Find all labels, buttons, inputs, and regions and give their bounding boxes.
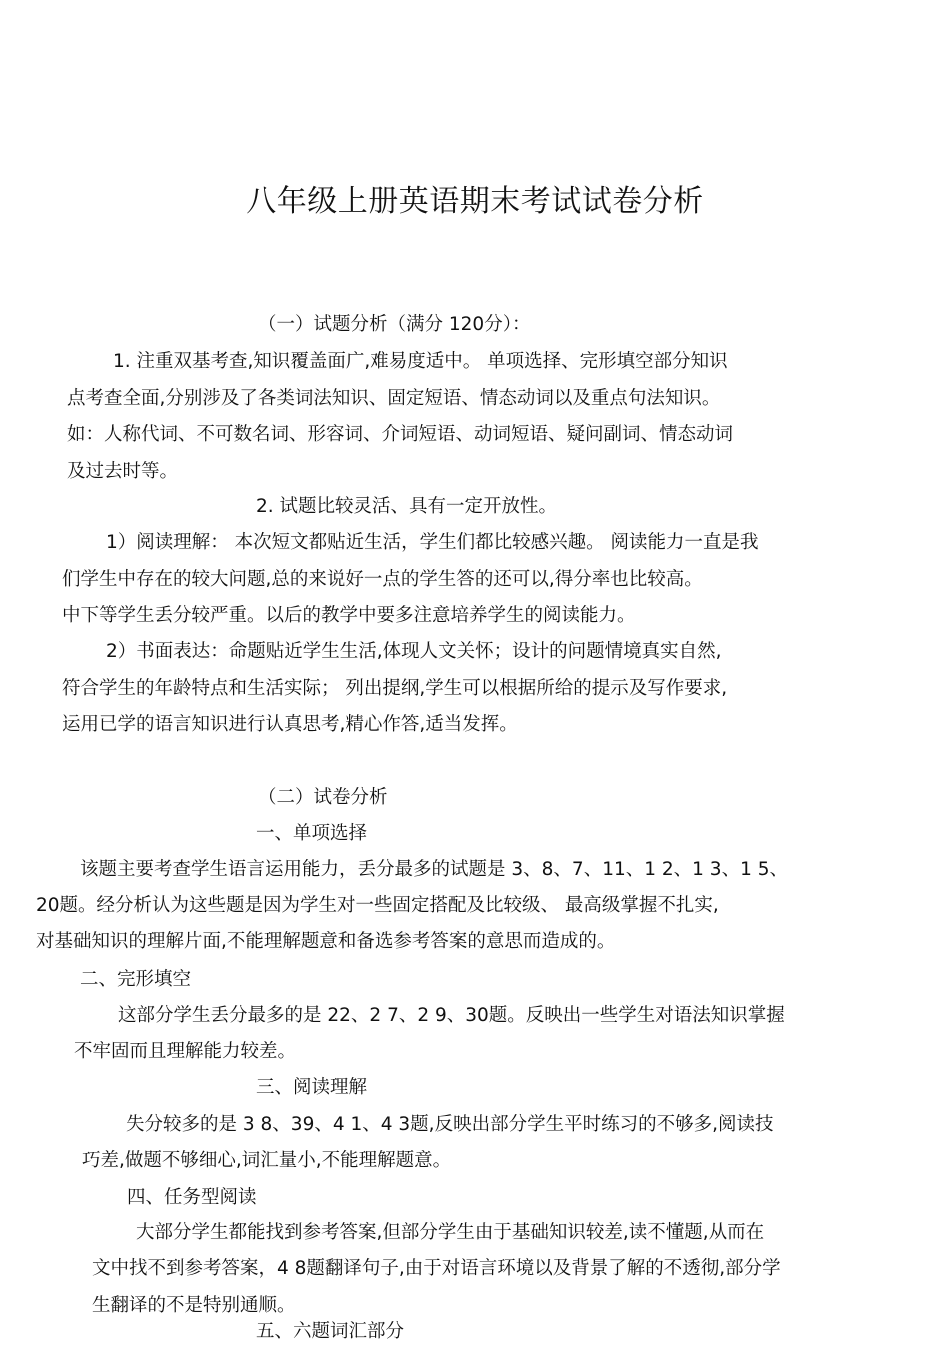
- paragraph-line: 们学生中存在的较大问题,总的来说好一点的学生答的还可以,得分率也比较高。: [62, 569, 703, 590]
- paragraph-line: 点考查全面,分别涉及了各类词法知识、固定短语、情态动词以及重点句法知识。: [67, 388, 721, 409]
- subheading: 二、完形填空: [80, 969, 192, 990]
- paragraph-line: 失分较多的是 3 8、39、4 1、4 3题,反映出部分学生平时练习的不够多,阅读技: [126, 1114, 774, 1135]
- paragraph-line: 这部分学生丢分最多的是 22、2 7、2 9、30题。反映出一些学生对语法知识掌握: [118, 1005, 785, 1026]
- subheading: 五、六题词汇部分: [256, 1321, 405, 1342]
- paragraph-line: 运用已学的语言知识进行认真思考,精心作答,适当发挥。: [62, 714, 518, 735]
- paragraph-line: 该题主要考查学生语言运用能力，丢分最多的试题是 3、8、7、11、1 2、1 3、1 5、: [80, 859, 788, 880]
- paragraph-line: 符合学生的年龄特点和生活实际； 列出提纲,学生可以根据所给的提示及写作要求,: [62, 678, 728, 699]
- paragraph-line: 对基础知识的理解片面,不能理解题意和备选参考答案的意思而造成的。: [36, 931, 616, 952]
- paragraph-line: 文中找不到参考答案，4 8题翻译句子,由于对语言环境以及背景了解的不透彻,部分学: [92, 1258, 781, 1279]
- paragraph-line: 及过去时等。: [67, 461, 179, 482]
- paragraph-line: 如：人称代词、不可数名词、形容词、介词短语、动词短语、疑问副词、情态动词: [67, 424, 734, 445]
- subheading: 2. 试题比较灵活、具有一定开放性。: [256, 496, 558, 517]
- paragraph-line: 中下等学生丢分较严重。以后的教学中要多注意培养学生的阅读能力。: [62, 605, 636, 626]
- paragraph-line: 1）阅读理解： 本次短文都贴近生活，学生们都比较感兴趣。 阅读能力一直是我: [106, 532, 759, 553]
- section-one-heading: （一）试题分析（满分 120分）：: [258, 314, 531, 335]
- paragraph-line: 不牢固而且理解能力较差。: [74, 1041, 297, 1062]
- subheading: 四、任务型阅读: [127, 1187, 257, 1208]
- subheading: 三、阅读理解: [256, 1077, 368, 1098]
- section-two-heading: （二）试卷分析: [258, 787, 388, 808]
- paragraph-line: 大部分学生都能找到参考答案,但部分学生由于基础知识较差,读不懂题,从而在: [136, 1222, 765, 1243]
- paragraph-line: 生翻译的不是特别通顺。: [92, 1295, 296, 1316]
- paragraph-line: 巧差,做题不够细心,词汇量小,不能理解题意。: [82, 1150, 452, 1171]
- paragraph-line: 2）书面表达：命题贴近学生生活,体现人文关怀；设计的问题情境真实自然,: [106, 641, 722, 662]
- document-title: 八年级上册英语期末考试试卷分析: [246, 184, 704, 219]
- paragraph-line: 1. 注重双基考查,知识覆盖面广,难易度适中。 单项选择、完形填空部分知识: [113, 351, 728, 372]
- paragraph-line: 20题。经分析认为这些题是因为学生对一些固定搭配及比较级、 最高级掌握不扎实,: [36, 895, 719, 916]
- subheading: 一、单项选择: [256, 823, 368, 844]
